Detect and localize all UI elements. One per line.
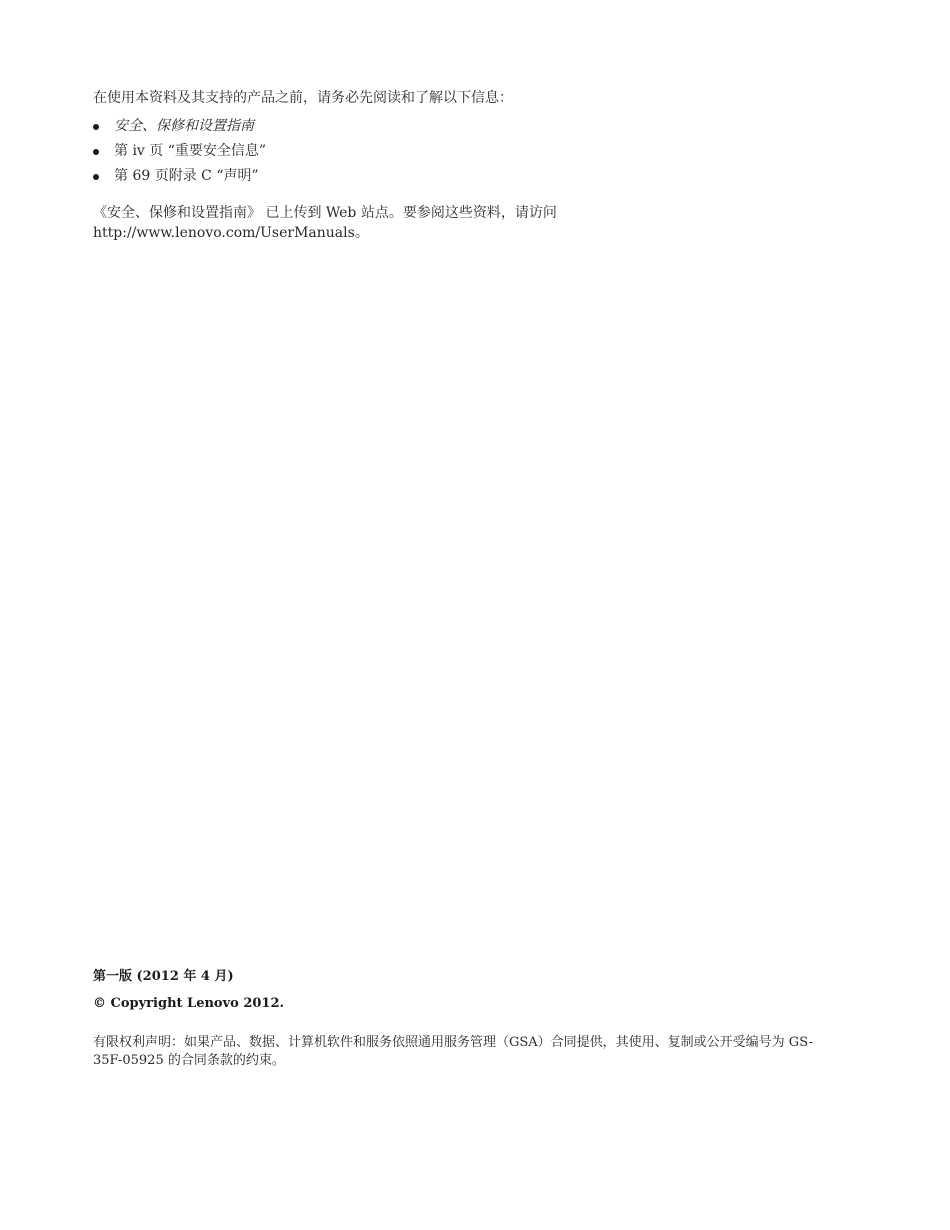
reading-list	[93, 116, 266, 191]
list-item-text: 第 iv 页 “重要安全信息”	[114, 143, 267, 159]
list-item	[93, 166, 266, 186]
restricted-rights-notice: 有限权利声明：如果产品、数据、计算机软件和服务依照通用服务管理（GSA）合同提供，其使用、复制或公开受编号为 GS-35F-05925 的合同条款的约束。	[93, 1035, 813, 1068]
list-item-text: 第 69 页附录 C “声明”	[114, 168, 259, 184]
bullet-icon	[93, 149, 99, 155]
list-item	[93, 141, 266, 161]
list-item-text: 安全、保修和设置指南	[114, 118, 254, 134]
bullet-icon	[93, 174, 99, 180]
edition-line: 第一版 (2012 年 4 月)	[93, 969, 234, 984]
bullet-icon	[93, 124, 99, 130]
list-item	[93, 116, 266, 136]
manual-location-note: 《安全、保修和设置指南》 已上传到 Web 站点。要参阅这些资料，请访问 http://www.lenovo.com/UserManuals。	[93, 205, 557, 241]
copyright-line: © Copyright Lenovo 2012.	[93, 996, 285, 1011]
intro-text: 在使用本资料及其支持的产品之前，请务必先阅读和了解以下信息：	[93, 90, 513, 106]
